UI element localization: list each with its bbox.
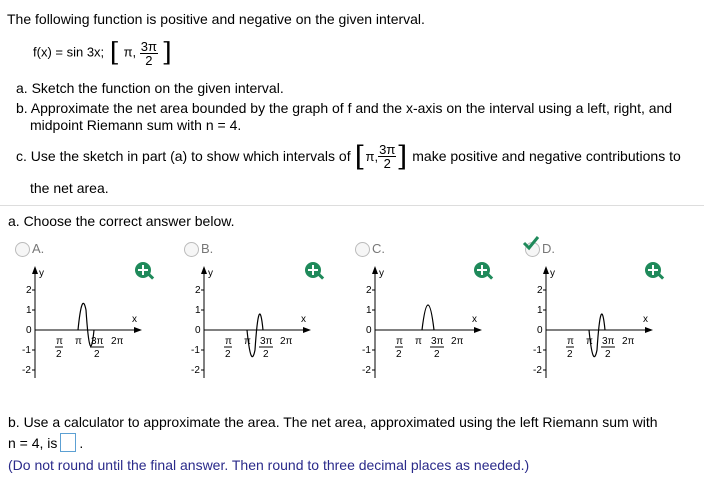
part-b-prompt-line2 [8,433,83,452]
part-b-prompt-line1: b. Use a calculator to approximate the area. The net area, approximated using the left Riemann sum with [8,414,658,430]
graph-c-y2: 2 [366,285,372,296]
graph-b-y-axis-label: y [208,268,213,279]
graph-a-two-pi: 2π [111,336,124,347]
interval-open-bracket: [ [109,38,120,68]
graph-a-y-axis-label: y [39,268,44,279]
graph-c-pi: π [415,336,422,347]
graph-d-y0: 0 [537,325,543,336]
graph-a-y1: 1 [26,305,32,316]
option-a-radio[interactable] [15,242,30,257]
part-c-description-line2: the net area. [30,180,109,196]
graph-b-ym2: -2 [191,365,200,376]
interval-right-fraction [140,40,158,67]
graph-b-three-pi-half-num: 3π [260,336,273,347]
graph-d-pi-half-den: 2 [567,349,573,360]
graph-b-ym1: -1 [191,345,200,356]
graph-a-x-axis-label: x [132,314,137,325]
graph-b-pi-half-den: 2 [225,349,231,360]
graph-b-two-pi: 2π [280,336,293,347]
graph-c-three-pi-half-den: 2 [434,349,440,360]
graph-b-y2: 2 [195,285,201,296]
graph-d-three-pi-half-num: 3π [602,336,615,347]
graph-c-ym2: -2 [362,365,371,376]
part-b-prefix: n = 4, is [8,434,58,451]
graph-c-curve [422,305,434,330]
graph-a-three-pi-half-den: 2 [94,349,100,360]
graph-d-pi: π [586,336,593,347]
part-c-interval-fraction [378,143,396,170]
graph-d-three-pi-half-den: 2 [605,349,611,360]
interval-left: π, [123,44,137,60]
graph-a-three-pi-half-num: 3π [91,336,104,347]
graph-c-pi-half-num: π [396,336,403,347]
graph-c-three-pi-half-num: 3π [431,336,444,347]
option-c-radio[interactable] [355,242,370,257]
part-c-interval-num: 3π [379,141,396,157]
graph-c-two-pi: 2π [451,336,464,347]
interval-right-den: 2 [145,52,153,68]
graph-a-y0: 0 [26,325,32,336]
part-c-interval-left: π, [365,148,379,164]
graph-b-pi: π [244,336,251,347]
graph-b-three-pi-half-den: 2 [263,349,269,360]
graph-a-ym2: -2 [22,365,31,376]
part-c-open-bracket: [ [354,139,366,173]
graph-c-pi-half-den: 2 [396,349,402,360]
graph-d-ym2: -2 [533,365,542,376]
problem-intro: The following function is positive and negative on the given interval. [7,11,425,27]
graph-d-x-axis-label: x [643,314,648,325]
part-c-close-bracket: ] [396,139,408,173]
graph-c-y0: 0 [366,325,372,336]
option-d-label[interactable]: D. [542,241,555,256]
graph-c-ym1: -1 [362,345,371,356]
graph-a-y2: 2 [26,285,32,296]
graph-d-ym1: -1 [533,345,542,356]
option-a-label[interactable]: A. [32,241,45,256]
net-area-answer-input[interactable] [60,433,76,452]
function-definition [33,38,172,68]
graph-b-y1: 1 [195,305,201,316]
graph-a-ym1: -1 [22,345,31,356]
graph-b [189,262,319,384]
graph-c-y-axis-label: y [379,268,384,279]
graph-a-pi: π [75,336,82,347]
graph-b-x-axis-label: x [301,314,306,325]
graph-d-y2: 2 [537,285,543,296]
section-divider [0,205,704,206]
function-label: f(x) = sin 3x; [33,44,105,60]
graph-d-y-axis-label: y [550,268,555,279]
part-c-prefix: c. Use the sketch in part (a) to show which intervals of [16,148,351,164]
graph-b-pi-half-num: π [225,336,232,347]
option-b-radio[interactable] [184,242,199,257]
graph-b-y0: 0 [195,325,201,336]
graph-d-two-pi: 2π [622,336,635,347]
part-c-interval-den: 2 [383,155,391,171]
graph-c-x-axis-label: x [472,314,477,325]
part-b-description-line2: midpoint Riemann sum with n = 4. [30,117,242,133]
graph-d [531,262,661,384]
interval-close-bracket: ] [161,38,172,68]
part-a-description: a. Sketch the function on the given interval. [16,80,284,96]
graph-c-y1: 1 [366,305,372,316]
graph-a [20,262,150,384]
rounding-instruction: (Do not round until the final answer. Then round to three decimal places as needed.) [8,457,530,473]
part-c-description [16,136,681,176]
part-a-prompt: a. Choose the correct answer below. [8,213,235,229]
interval-right-num: 3π [140,38,157,54]
graph-c [360,262,490,384]
selected-check-icon [522,235,540,251]
option-b-label[interactable]: B. [201,241,214,256]
part-c-suffix: make positive and negative contributions to [412,148,681,164]
part-b-suffix: . [79,434,84,451]
option-c-label[interactable]: C. [372,241,385,256]
graph-a-pi-half-den: 2 [56,349,62,360]
graph-a-pi-half-num: π [56,336,63,347]
part-b-description-line1: b. Approximate the net area bounded by the graph of f and the x-axis on the interval using a left, right, and [16,100,673,116]
graph-d-y1: 1 [537,305,543,316]
graph-d-pi-half-num: π [567,336,574,347]
